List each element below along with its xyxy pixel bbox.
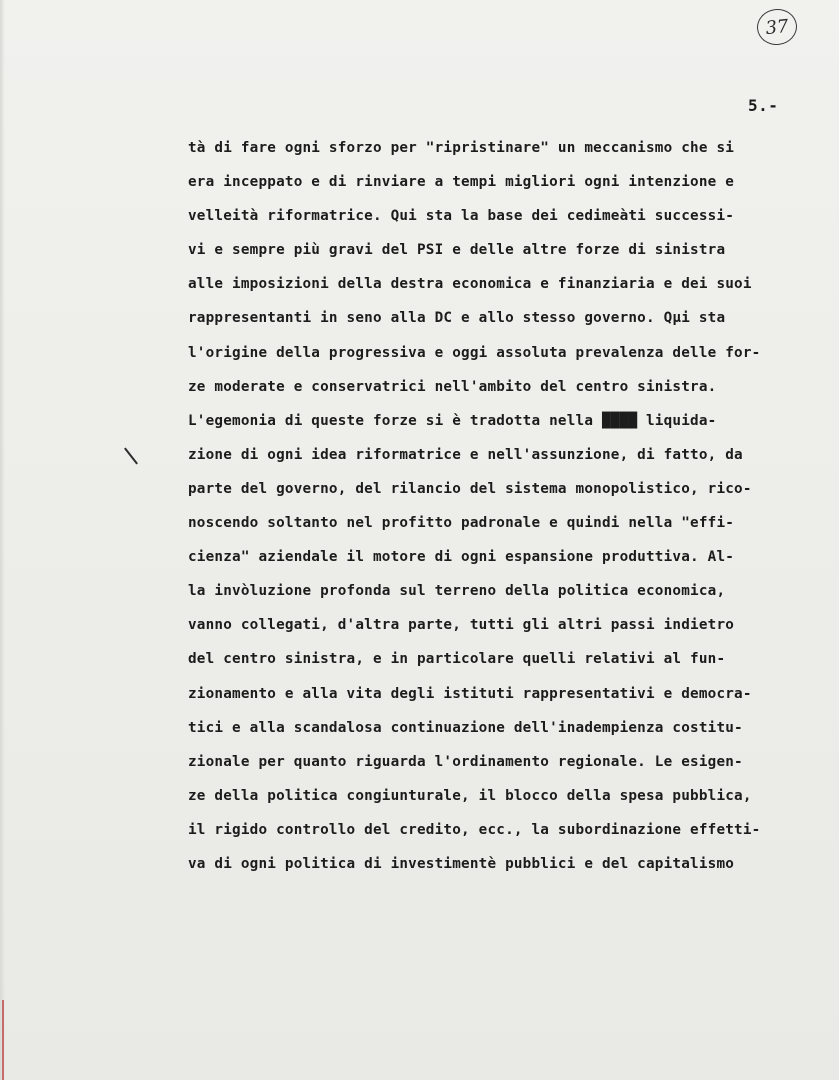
text-line: zione di ogni idea riformatrice e nell'assunzione, di fatto, da (188, 446, 743, 463)
text-line: ze della politica congiunturale, il blocco della spesa pubblica, (188, 787, 752, 804)
text-line: il rigido controllo del credito, ecc., la subordinazione effetti- (188, 821, 761, 838)
archive-number: 37 (764, 15, 790, 39)
page-edge-shadow (0, 0, 5, 1080)
text-line: rappresentanti in seno alla DC e allo stesso governo. Qµi sta (188, 310, 726, 327)
text-line: vanno collegati, d'altra parte, tutti gli altri passi indietro (188, 617, 735, 634)
text-line: tà di fare ogni sforzo per "ripristinare" un meccanismo che si (188, 140, 735, 156)
text-line: la invòluzione profonda sul terreno della politica economica, (188, 583, 726, 600)
typed-text-body (188, 131, 828, 881)
text-line: ze moderate e conservatrici nell'ambito del centro sinistra. (188, 378, 717, 395)
text-line: vi e sempre più gravi del PSI e delle altre forze di sinistra (188, 242, 726, 259)
text-line: noscendo soltanto nel profitto padronale e quindi nella "effi- (188, 515, 735, 532)
text-line: parte del governo, del rilancio del sistema monopolistico, rico- (188, 480, 752, 497)
page-edge-mark (2, 1000, 4, 1080)
text-line: l'origine della progressiva e oggi assoluta prevalenza delle for- (188, 344, 761, 361)
text-line: tici e alla scandalosa continuazione dell'inadempienza costitu- (188, 719, 743, 736)
archive-number-stamp (755, 7, 799, 47)
text-line: alle imposizioni della destra economica e finanziaria e dei suoi (188, 276, 752, 293)
text-line: cienza" aziendale il motore di ogni espansione produttiva. Al- (188, 549, 735, 566)
text-line: L'egemonia di queste forze si è tradotta nella ████ liquida- (188, 412, 717, 429)
text-line: era inceppato e di rinviare a tempi migliori ogni intenzione e (188, 174, 735, 191)
text-line: zionale per quanto riguarda l'ordinamento regionale. Le esigen- (188, 753, 743, 770)
text-line: zionamento e alla vita degli istituti rappresentativi e democra- (188, 685, 752, 702)
text-line: velleità riformatrice. Qui sta la base dei cedimeàti successi- (188, 208, 735, 225)
margin-mark (124, 448, 138, 465)
text-line: del centro sinistra, e in particolare quelli relativi al fun- (188, 651, 726, 668)
page-number: 5.- (748, 96, 779, 115)
text-line: va di ogni politica di investimentè pubblici e del capitalismo (188, 855, 735, 872)
